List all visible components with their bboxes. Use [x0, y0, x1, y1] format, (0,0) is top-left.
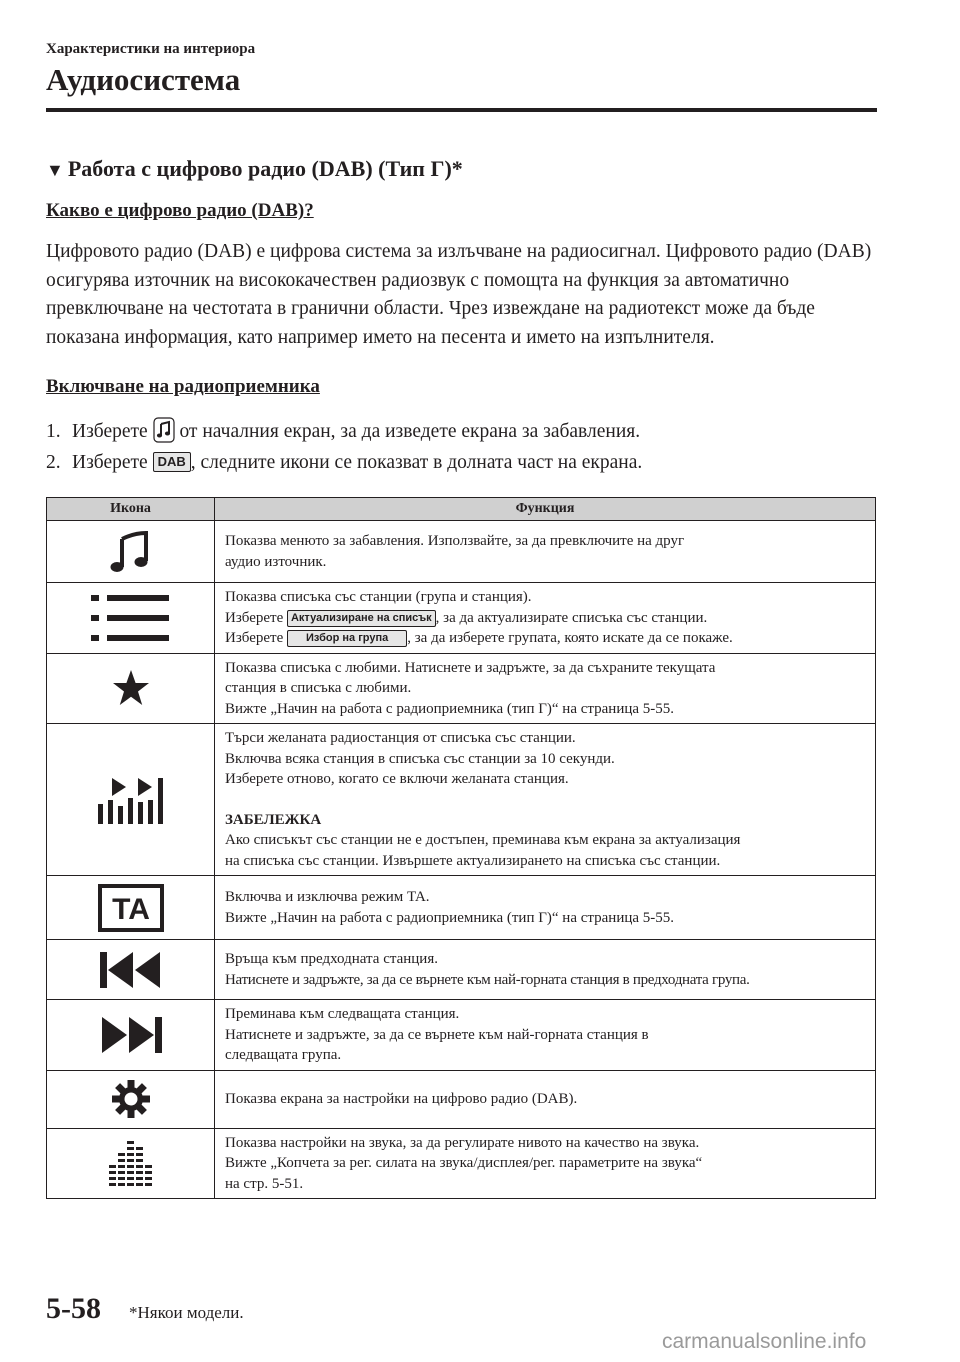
table-row: [47, 583, 876, 654]
list-icon[interactable]: [91, 593, 171, 643]
what-heading: Какво е цифрово радио (DAB)?: [46, 200, 314, 221]
table-row: [47, 876, 876, 940]
function-cell: [215, 1128, 876, 1199]
function-text: станция в списъка с любими.: [225, 680, 412, 696]
dab-button[interactable]: DAB: [153, 452, 191, 472]
section-title-text: Работа с цифрово радио (DAB) (Тип Г)*: [67, 156, 463, 181]
function-text: на стр. 5-51.: [225, 1175, 304, 1192]
switch-heading: Включване на радиоприемника: [46, 376, 320, 397]
table-row: [47, 1000, 876, 1071]
table-row: [47, 653, 876, 724]
icon-cell: [47, 876, 215, 940]
function-text: Вижте „Начин на работа с радиоприемника (тип Г)“ на страница 5-55.: [225, 700, 675, 717]
breadcrumb: Характеристики на интериора: [46, 41, 256, 57]
previous-icon[interactable]: [100, 950, 162, 990]
gear-icon[interactable]: [111, 1079, 151, 1119]
sound-settings-icon[interactable]: [103, 1139, 159, 1187]
icon-cell: [47, 521, 215, 583]
function-text: [225, 628, 867, 649]
function-text: Показва списъка със станции (група и станция).: [225, 589, 532, 605]
function-text: Показва менюто за забавления. Използвайте, за да превключите на друг: [225, 533, 685, 549]
function-text: Натиснете и задръжте, за да се върнете към най-горната станция в: [225, 1026, 649, 1043]
next-icon[interactable]: [100, 1015, 162, 1055]
triangle-marker-icon: ▼: [46, 160, 64, 180]
footnote: *Някои модели.: [129, 1303, 244, 1322]
icon-function-table: [46, 497, 876, 1199]
function-text: Връща към предходната станция.: [225, 951, 438, 967]
function-cell: [215, 724, 876, 876]
function-text: Изберете: [225, 630, 284, 646]
function-cell: [215, 583, 876, 654]
ta-icon[interactable]: [98, 884, 164, 932]
what-paragraph: Цифровото радио (DAB) е цифрова система за излъчване на радиосигнал. Цифровото радио (DAB) осигурява източник на висококачествен радиозвук с помощта на функция за автоматично превключване на честотата в гранични области. Чрез извеждане на радиотекст може да бъде показана информация, като например името на песента и името на изпълнителя.: [46, 241, 872, 348]
column-header-icon: Икона: [47, 498, 215, 521]
icon-cell: [47, 1128, 215, 1199]
select-group-button[interactable]: Избор на група: [287, 630, 407, 647]
table-row: [47, 1070, 876, 1128]
ta-icon-label: TA: [111, 892, 150, 926]
function-text: , за да актуализирате списъка със станции.: [435, 609, 708, 626]
step-2: [46, 452, 642, 474]
step-number: 2.: [46, 452, 61, 473]
function-text: Преминава към следващата станция.: [225, 1006, 460, 1022]
column-header-function: Функция: [215, 498, 876, 521]
function-cell: [215, 1000, 876, 1071]
icon-cell: [47, 940, 215, 1000]
function-text: Търси желаната радиостанция от списъка със станции.: [225, 730, 576, 746]
step-text: Изберете: [72, 421, 148, 442]
function-text: следващата група.: [225, 1047, 342, 1063]
function-text: Показва настройки на звука, за да регулирате нивото на качество на звука.: [225, 1134, 700, 1151]
function-text: Изберете: [225, 609, 284, 626]
watermark: carmanualsonline.info: [662, 1330, 867, 1353]
title-rule: [46, 108, 877, 112]
table-row: [47, 940, 876, 1000]
function-text: Показва списъка с любими. Натиснете и задръжте, за да съхраните текущата: [225, 659, 716, 676]
function-text: [225, 608, 867, 629]
page-number: 5-58: [46, 1292, 101, 1325]
page-title: Аудиосистема: [46, 62, 241, 97]
function-text: , за да изберете групата, която искате да се покаже.: [407, 630, 733, 646]
note-text: Ако списъкът със станции не е достъпен, преминава към екрана за актуализация: [225, 832, 741, 848]
function-cell: [215, 876, 876, 940]
update-list-button[interactable]: Актуализиране на списък: [287, 610, 436, 627]
music-note-icon[interactable]: [108, 529, 154, 575]
table-header: [47, 498, 876, 521]
function-text: Включва всяка станция в списъка със станции за 10 секунди.: [225, 750, 615, 767]
function-text: аудио източник.: [225, 553, 327, 570]
step-text: Изберете: [72, 452, 148, 473]
step-1: [46, 417, 640, 443]
icon-cell: [47, 724, 215, 876]
note-title: ЗАБЕЛЕЖКА: [225, 811, 322, 828]
function-text: Вижте „Копчета за рег. силата на звука/дисплея/рег. параметрите на звука“: [225, 1155, 703, 1171]
function-cell: [215, 653, 876, 724]
function-text: Вижте „Начин на работа с радиоприемника (тип Г)“ на страница 5-55.: [225, 909, 675, 926]
table-row: [47, 521, 876, 583]
music-note-icon: [153, 417, 175, 443]
icon-cell: [47, 653, 215, 724]
icon-cell: [47, 1070, 215, 1128]
section-title: [46, 156, 463, 182]
function-text: Натиснете и задръжте, за да се върнете към най-горната станция в предходната група.: [225, 971, 750, 988]
step-text: , следните икони се показват в долната част на екрана.: [190, 452, 643, 473]
table-row: [47, 1128, 876, 1199]
function-text: Изберете отново, когато се включи желаната станция.: [225, 771, 569, 787]
note-text: на списъка със станции. Извършете актуализирането на списъка със станции.: [225, 852, 721, 869]
function-text: Включва и изключва режим TA.: [225, 889, 430, 905]
scan-icon[interactable]: [98, 776, 164, 824]
table-row: [47, 724, 876, 876]
function-cell: [215, 940, 876, 1000]
step-number: 1.: [46, 421, 61, 442]
star-icon[interactable]: [112, 669, 150, 707]
icon-cell: [47, 583, 215, 654]
function-cell: [215, 1070, 876, 1128]
step-text: от началния екран, за да изведете екрана за забавления.: [179, 421, 641, 442]
function-text: Показва екрана за настройки на цифрово радио (DAB).: [225, 1090, 578, 1107]
function-cell: [215, 521, 876, 583]
icon-cell: [47, 1000, 215, 1071]
